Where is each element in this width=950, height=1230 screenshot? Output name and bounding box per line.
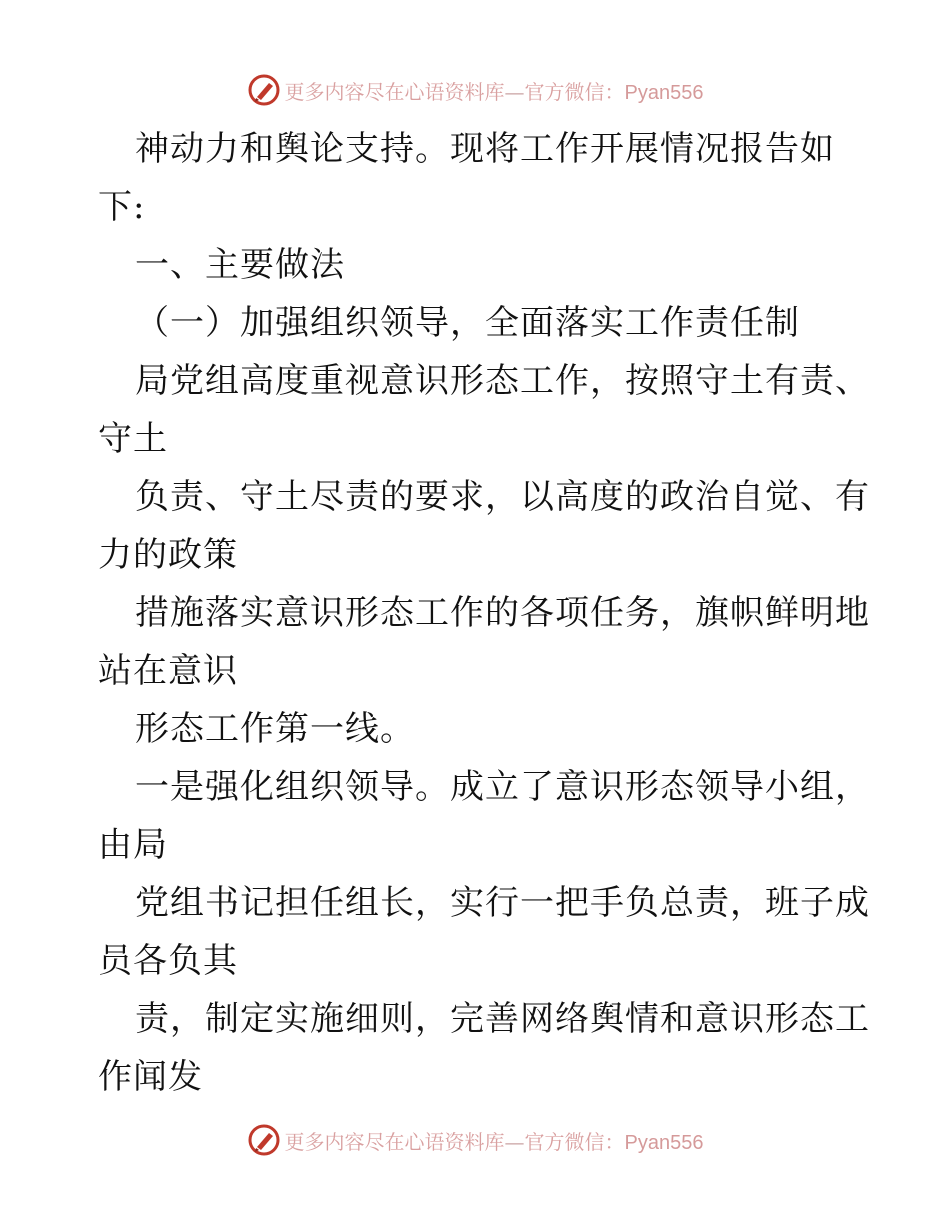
- paragraph-line: 下:: [98, 187, 146, 227]
- paragraph-line: 作闻发: [98, 1057, 203, 1097]
- subsection-heading: （一）加强组织领导，全面落实工作责任制: [135, 303, 800, 343]
- pen-logo-icon: [247, 1123, 281, 1157]
- paragraph-line: 措施落实意识形态工作的各项任务，旗帜鲜明地: [135, 593, 870, 633]
- paragraph-line: 局党组高度重视意识形态工作，按照守土有责、: [135, 361, 870, 401]
- watermark-wechat-label: 官方微信：: [524, 79, 625, 104]
- watermark-separator: —: [504, 1129, 525, 1154]
- paragraph-line: 责，制定实施细则，完善网络舆情和意识形态工: [135, 999, 870, 1039]
- pen-logo-icon: [247, 73, 281, 107]
- watermark-text: [285, 1126, 704, 1155]
- document-body: [98, 120, 870, 1106]
- footer-watermark: [0, 1120, 950, 1160]
- watermark-text: [285, 76, 704, 105]
- paragraph-line: 守土: [98, 419, 168, 459]
- watermark-separator: —: [504, 79, 525, 104]
- paragraph-line: 力的政策: [98, 535, 238, 575]
- paragraph-line: 党组书记担任组长，实行一把手负总责，班子成: [135, 883, 870, 923]
- paragraph-line: 负责、守土尽责的要求，以高度的政治自觉、有: [135, 477, 870, 517]
- paragraph-line: 由局: [98, 825, 168, 865]
- watermark-brand: 更多内容尽在心语资料库: [284, 1129, 505, 1154]
- watermark-wechat-id: Pyan556: [624, 81, 704, 104]
- paragraph-line: 神动力和舆论支持。现将工作开展情况报告如: [135, 129, 835, 169]
- paragraph-line: 员各负其: [98, 941, 238, 981]
- paragraph-line: 一是强化组织领导。成立了意识形态领导小组，: [135, 767, 870, 807]
- paragraph-line: 形态工作第一线。: [135, 709, 415, 749]
- paragraph-line: 站在意识: [98, 651, 238, 691]
- watermark-brand: 更多内容尽在心语资料库: [284, 79, 505, 104]
- header-watermark: [0, 70, 950, 110]
- watermark-wechat-label: 官方微信：: [524, 1129, 625, 1154]
- section-heading: 一、主要做法: [135, 245, 345, 285]
- watermark-wechat-id: Pyan556: [624, 1131, 704, 1154]
